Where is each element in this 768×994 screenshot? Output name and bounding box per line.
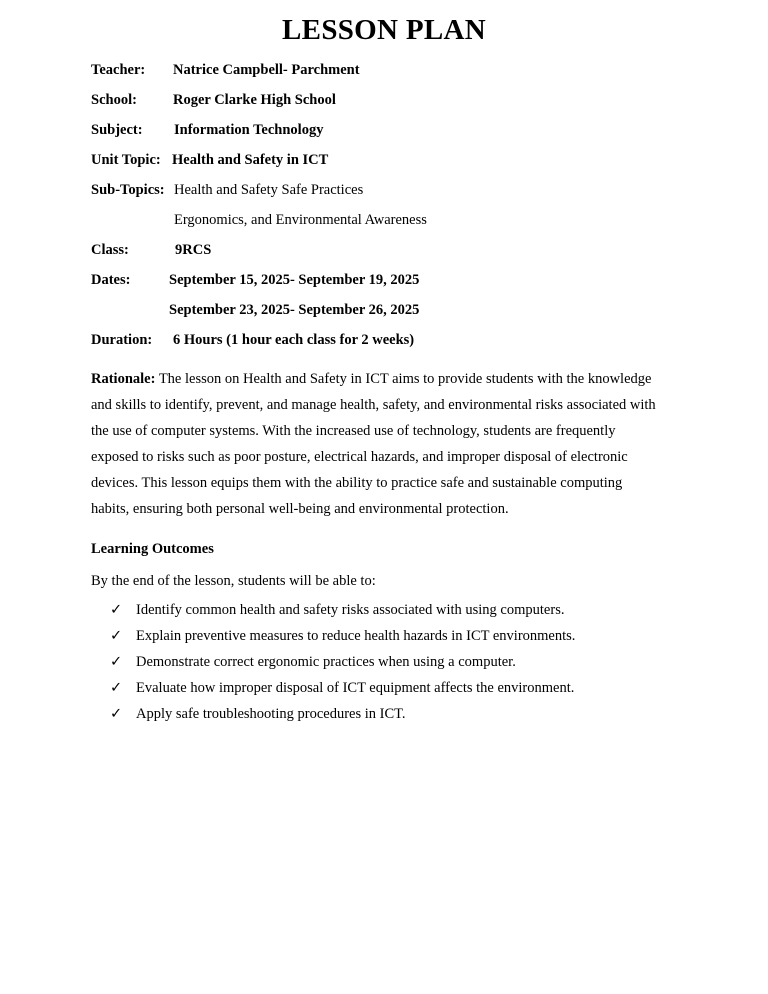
subject-field xyxy=(91,122,324,139)
dates-value-2: September 23, 2025- September 26, 2025 xyxy=(169,302,420,318)
rationale-line-3: the use of computer systems. With the increased use of technology, students are frequently xyxy=(91,423,616,439)
dates-value-1: September 15, 2025- September 19, 2025 xyxy=(169,272,420,288)
rationale-line-2: and skills to identify, prevent, and manage health, safety, and environmental risks associated with xyxy=(91,397,656,413)
page-title: LESSON PLAN xyxy=(282,14,486,46)
outcome-item xyxy=(110,602,564,619)
duration-field xyxy=(91,332,415,349)
outcome-text: Evaluate how improper disposal of ICT equipment affects the environment. xyxy=(136,680,575,696)
rationale-label: Rationale: xyxy=(91,371,156,387)
outcome-text: Apply safe troubleshooting procedures in ICT. xyxy=(136,706,406,722)
unit-topic-value: Health and Safety in ICT xyxy=(172,152,329,168)
learning-outcomes-intro: By the end of the lesson, students will be able to: xyxy=(91,573,376,589)
sub-topics-field xyxy=(91,182,427,228)
class-label: Class: xyxy=(91,242,129,258)
outcome-text: Explain preventive measures to reduce health hazards in ICT environments. xyxy=(136,628,576,644)
subject-label: Subject: xyxy=(91,122,143,138)
sub-topics-value-1: Health and Safety Safe Practices xyxy=(174,182,364,198)
teacher-field xyxy=(91,62,360,79)
rationale-line-5: devices. This lesson equips them with the ability to practice safe and sustainable computing xyxy=(91,475,623,491)
outcome-item xyxy=(110,680,574,697)
teacher-label: Teacher: xyxy=(91,62,146,78)
sub-topics-label: Sub-Topics: xyxy=(91,182,165,198)
duration-label: Duration: xyxy=(91,332,153,348)
duration-value: 6 Hours (1 hour each class for 2 weeks) xyxy=(173,332,415,348)
outcome-item xyxy=(110,654,516,671)
unit-topic-field xyxy=(91,152,329,169)
class-field xyxy=(91,242,212,259)
school-field xyxy=(91,92,336,109)
rationale-line-4: exposed to risks such as poor posture, electrical hazards, and improper disposal of electronic xyxy=(91,449,628,465)
outcome-item xyxy=(110,628,575,645)
sub-topics-value-2: Ergonomics, and Environmental Awareness xyxy=(174,212,427,228)
rationale-paragraph xyxy=(91,366,691,522)
checkmark-icon: ✓ xyxy=(110,706,123,722)
rationale-line-1 xyxy=(91,366,691,392)
checkmark-icon: ✓ xyxy=(110,654,123,670)
outcome-item xyxy=(110,706,406,723)
outcome-text: Identify common health and safety risks associated with using computers. xyxy=(136,602,565,618)
teacher-value: Natrice Campbell- Parchment xyxy=(173,62,360,78)
checkmark-icon: ✓ xyxy=(110,680,123,696)
subject-value: Information Technology xyxy=(174,122,324,138)
checkmark-icon: ✓ xyxy=(110,602,123,618)
rationale-line-6: habits, ensuring both personal well-being and environmental protection. xyxy=(91,501,509,517)
learning-outcomes-heading: Learning Outcomes xyxy=(91,541,214,557)
outcome-text: Demonstrate correct ergonomic practices when using a computer. xyxy=(136,654,516,670)
rationale-text-1: The lesson on Health and Safety in ICT aims to provide students with the knowledge xyxy=(158,371,652,387)
school-value: Roger Clarke High School xyxy=(173,92,336,108)
checkmark-icon: ✓ xyxy=(110,628,123,644)
dates-field xyxy=(91,272,420,318)
school-label: School: xyxy=(91,92,137,108)
unit-topic-label: Unit Topic: xyxy=(91,152,161,168)
class-value: 9RCS xyxy=(175,242,212,258)
dates-label: Dates: xyxy=(91,272,131,288)
